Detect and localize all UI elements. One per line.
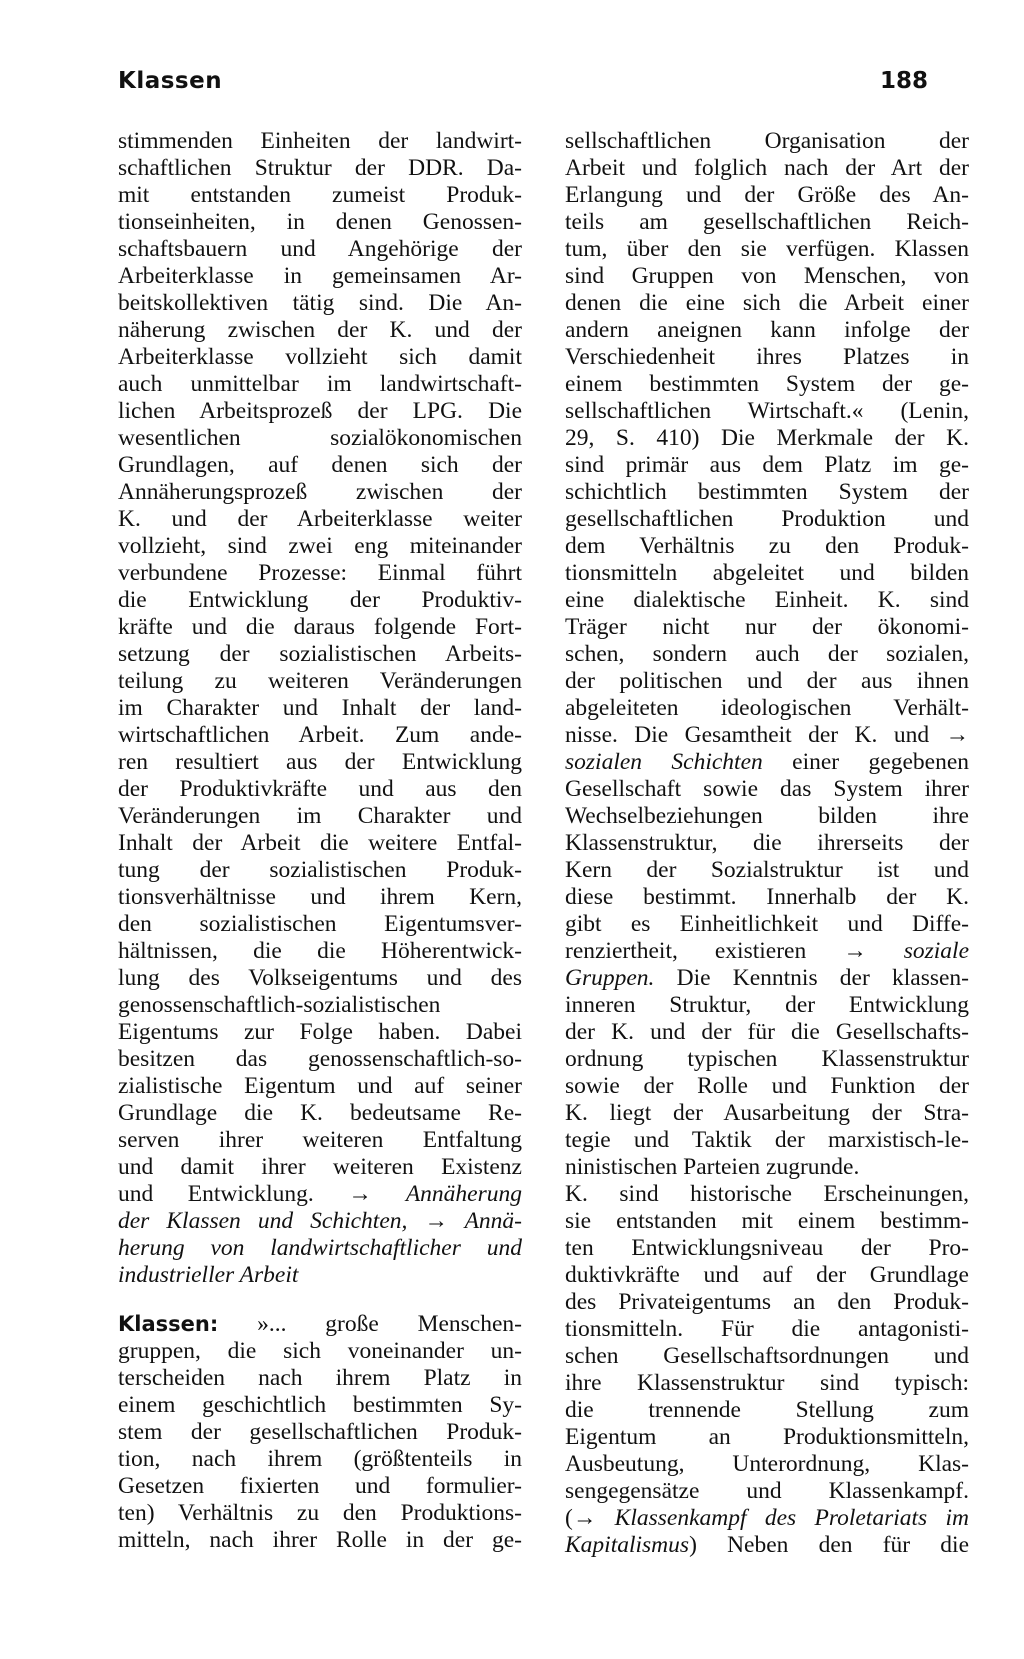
text-line-with-cross-reference [565, 965, 969, 992]
text-line: beitskollektiven tätig sind. Die An- [118, 290, 522, 316]
text-line: gesellschaftlichen Produktion und [565, 506, 969, 532]
cross-reference-link[interactable]: sozialen Schichten [565, 749, 763, 775]
text-line: inneren Struktur, der Entwicklung [565, 992, 969, 1018]
text-line: Erlangung und der Größe des An- [565, 182, 969, 208]
text-line: serven ihrer weiteren Entfaltung [118, 1127, 522, 1153]
text-line: Gesellschaft sowie das System ihrer [565, 776, 969, 802]
text-line: auch unmittelbar im landwirtschaft- [118, 371, 522, 397]
text-line: Arbeiterklasse in gemeinsamen Ar- [118, 263, 522, 289]
cross-reference-link[interactable]: Klassenkampf des Proletariats im [614, 1505, 970, 1531]
left-column [118, 128, 522, 1554]
cross-reference-link[interactable]: Kapitalismus [565, 1532, 690, 1558]
text-line: schaftsbauern und Angehörige der [118, 236, 522, 262]
text-line: stimmenden Einheiten der landwirt- [118, 128, 522, 154]
text-line: gruppen, die sich voneinander un- [118, 1338, 522, 1364]
text-line: tionsmitteln abgeleitet und bilden [565, 560, 969, 586]
text-line: Veränderungen im Charakter und [118, 803, 522, 829]
text-line: besitzen das genossenschaftlich-so- [118, 1046, 522, 1072]
text-line: ten) Verhältnis zu den Produktions- [118, 1500, 522, 1526]
text-line: Inhalt der Arbeit die weitere Entfal- [118, 830, 522, 856]
text-line: Grundlagen, auf denen sich der [118, 452, 522, 478]
text-line: 29, S. 410) Die Merkmale der K. [565, 425, 969, 451]
text-line: die trennende Stellung zum [565, 1397, 969, 1423]
text-line-with-cross-reference [565, 938, 969, 965]
text-line: Arbeit und folglich nach der Art der [565, 155, 969, 181]
text-line: schen, sondern auch der sozialen, [565, 641, 969, 667]
text-line-with-cross-reference [118, 1181, 522, 1208]
text-line: dem Verhältnis zu den Produk- [565, 533, 969, 559]
cross-reference-link[interactable]: soziale [903, 938, 969, 964]
text-line: tionsmitteln. Für die antagonisti- [565, 1316, 969, 1342]
text-line: ren resultiert aus der Entwicklung [118, 749, 522, 775]
cross-reference-link[interactable]: Gruppen. [565, 965, 655, 991]
text-line: die Entwicklung der Produktiv- [118, 587, 522, 613]
text-line: sie entstanden mit einem bestimm- [565, 1208, 969, 1234]
text-line: sengegensätze und Klassenkampf. [565, 1478, 969, 1504]
text-line: gibt es Einheitlichkeit und Diffe- [565, 911, 969, 937]
text-line: sind primär aus dem Platz im ge- [565, 452, 969, 478]
text-line: kräfte und die daraus folgende Fort- [118, 614, 522, 640]
text-line: schichtlich bestimmten System der [565, 479, 969, 505]
text-line: zialistische Eigentum und auf seiner [118, 1073, 522, 1099]
text-line: tegie und Taktik der marxistisch-le- [565, 1127, 969, 1153]
line-text: »... große Menschen- [257, 1311, 522, 1337]
text-line: tum, über den sie verfügen. Klassen [565, 236, 969, 262]
text-line: wesentlichen sozialökonomischen [118, 425, 522, 451]
text-line: K. und der Arbeiterklasse weiter [118, 506, 522, 532]
text-line: Eigentums zur Folge haben. Dabei [118, 1019, 522, 1045]
text-line: duktivkräfte und auf der Grundlage [565, 1262, 969, 1288]
text-line: Träger nicht nur der ökonomi- [565, 614, 969, 640]
text-line: des Privateigentums an den Produk- [565, 1289, 969, 1315]
running-header-title: Klassen [118, 68, 223, 94]
text-line: genossenschaftlich-sozialistischen [118, 992, 441, 1018]
text-line: Verschiedenheit ihres Platzes in [565, 344, 969, 370]
text-line: tung der sozialistischen Produk- [118, 857, 522, 883]
text-line: tion, nach ihrem (größtenteils in [118, 1446, 522, 1472]
text-line: schaftlichen Struktur der DDR. Da- [118, 155, 522, 181]
text-line: ordnung typischen Klassenstruktur [565, 1046, 969, 1072]
text-line: vollzieht, sind zwei eng miteinander [118, 533, 522, 559]
entry-klassen [118, 1311, 522, 1554]
text-line: setzung der sozialistischen Arbeits- [118, 641, 522, 667]
text-line: im Charakter und Inhalt der land- [118, 695, 522, 721]
text-line: mit entstanden zumeist Produk- [118, 182, 522, 208]
text-line: andern aneignen kann infolge der [565, 317, 969, 343]
text-line: tionseinheiten, in denen Genossen- [118, 209, 522, 235]
text-line: terscheiden nach ihrem Platz in [118, 1365, 522, 1391]
text-line: näherung zwischen der K. und der [118, 317, 522, 343]
text-line: Wechselbeziehungen bilden ihre [565, 803, 969, 829]
line-text: und Entwicklung. [118, 1181, 314, 1207]
text-line: ninistischen Parteien zugrunde. [565, 1154, 860, 1180]
entry-term: Klassen: [118, 1312, 219, 1336]
line-text: (→ [565, 1505, 615, 1531]
text-line: einem geschichtlich bestimmten Sy- [118, 1392, 522, 1418]
text-line: K. liegt der Ausarbeitung der Stra- [565, 1100, 969, 1126]
text-line: K. sind historische Erscheinungen, [565, 1181, 969, 1207]
text-line: schen Gesellschaftsordnungen und [565, 1343, 969, 1369]
page-number: 188 [880, 68, 929, 94]
line-text: renziertheit, existieren → [565, 938, 867, 964]
text-line: der K. und der für die Gesellschafts- [565, 1019, 969, 1045]
text-line: sellschaftlichen Organisation der [565, 128, 969, 154]
cross-reference-link[interactable]: der Klassen und Schichten, → Annä- [118, 1208, 522, 1234]
text-line: Grundlage die K. bedeutsame Re- [118, 1100, 522, 1126]
line-text: einer gegebenen [762, 749, 969, 775]
text-line: den sozialistischen Eigentumsver- [118, 911, 522, 937]
text-line: sowie der Rolle und Funktion der [565, 1073, 969, 1099]
line-text: ) Neben den für die [689, 1532, 969, 1558]
text-line-with-cross-reference [565, 749, 969, 776]
text-line: lichen Arbeitsprozeß der LPG. Die [118, 398, 522, 424]
text-line: Arbeiterklasse vollzieht sich damit [118, 344, 522, 370]
line-text: Die Kenntnis der klassen- [654, 965, 969, 991]
text-line: mitteln, nach ihrer Rolle in der ge- [118, 1527, 522, 1553]
text-line: der Produktivkräfte und aus den [118, 776, 522, 802]
text-line: eine dialektische Einheit. K. sind [565, 587, 969, 613]
paragraph-agrarian [118, 128, 522, 1289]
text-line: diese bestimmt. Innerhalb der K. [565, 884, 969, 910]
text-line: lung des Volkseigentums und des [118, 965, 522, 991]
text-line: sind Gruppen von Menschen, von [565, 263, 969, 289]
cross-reference-link[interactable]: industrieller Arbeit [118, 1262, 299, 1288]
cross-reference-link[interactable]: → Annäherung [348, 1181, 523, 1207]
text-line: einem bestimmten System der ge- [565, 371, 969, 397]
text-line: teils am gesellschaftlichen Reich- [565, 209, 969, 235]
text-line: Kern der Sozialstruktur ist und [565, 857, 969, 883]
text-line: wirtschaftlichen Arbeit. Zum ande- [118, 722, 522, 748]
cross-reference-link[interactable]: herung von landwirtschaftlicher und [118, 1235, 522, 1261]
text-line: Ausbeutung, Unterordnung, Klas- [565, 1451, 969, 1477]
text-line: der politischen und der aus ihnen [565, 668, 969, 694]
right-column [565, 128, 969, 1559]
text-line: ihre Klassenstruktur sind typisch: [565, 1370, 969, 1396]
text-line: tionsverhältnisse und ihrem Kern, [118, 884, 522, 910]
text-line: Annäherungsprozeß zwischen der [118, 479, 522, 505]
text-line: abgeleiteten ideologischen Verhält- [565, 695, 969, 721]
text-line: Klassenstruktur, die ihrerseits der [565, 830, 969, 856]
text-line: stem der gesellschaftlichen Produk- [118, 1419, 522, 1445]
text-line: sellschaftlichen Wirtschaft.« (Lenin, [565, 398, 969, 424]
text-line: Gesetzen fixierten und formulier- [118, 1473, 522, 1499]
text-line: nisse. Die Gesamtheit der K. und → [565, 722, 969, 748]
text-line-with-cross-reference [565, 1505, 969, 1532]
text-line: ten Entwicklungsniveau der Pro- [565, 1235, 969, 1261]
text-line: verbundene Prozesse: Einmal führt [118, 560, 522, 586]
entry-first-line [118, 1311, 522, 1338]
text-line: und damit ihrer weiteren Existenz [118, 1154, 522, 1180]
text-line: Eigentum an Produktionsmitteln, [565, 1424, 969, 1450]
text-line: teilung zu weiteren Veränderungen [118, 668, 522, 694]
text-line-with-cross-reference [565, 1532, 969, 1559]
text-line: hältnissen, die die Höherentwick- [118, 938, 522, 964]
text-line: denen die eine sich die Arbeit einer [565, 290, 969, 316]
